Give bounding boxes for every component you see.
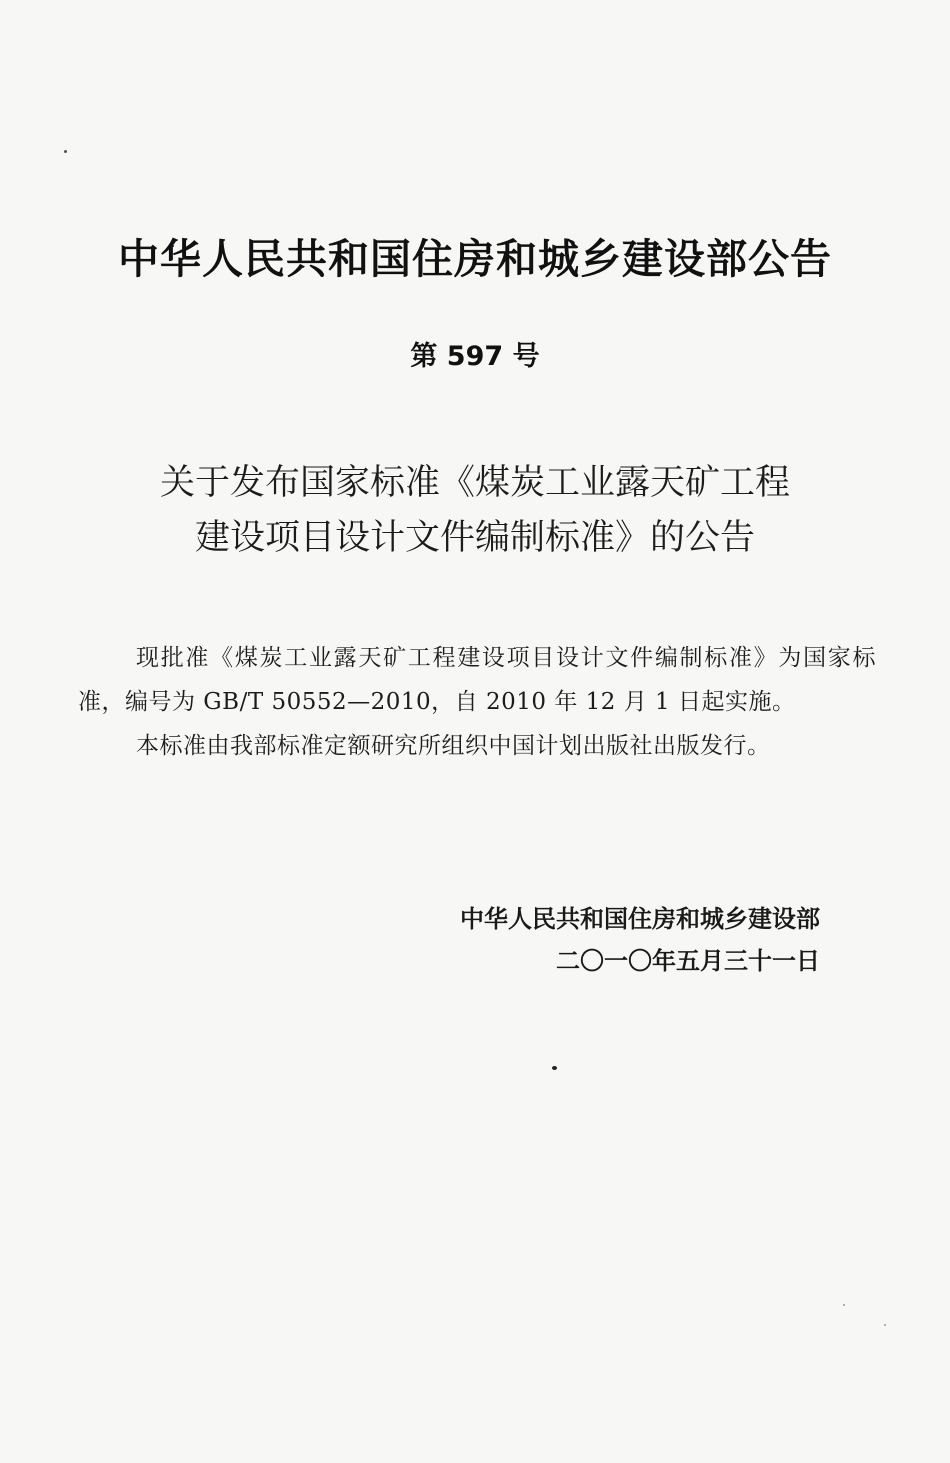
scan-speck: [884, 1324, 886, 1326]
issuer-headline: 中华人民共和国住房和城乡建设部公告: [118, 235, 832, 283]
signature-date: 二〇一〇年五月三十一日: [556, 947, 820, 975]
signature-issuer: 中华人民共和国住房和城乡建设部: [460, 905, 820, 933]
scan-speck: [64, 150, 67, 153]
announcement-body: [78, 636, 876, 768]
scan-speck: [552, 1066, 557, 1070]
announcement-number: 第 597 号: [410, 341, 540, 372]
body-paragraph-2: 本标准由我部标准定额研究所组织中国计划出版社出版发行。: [136, 733, 771, 759]
subject-line-1: 关于发布国家标准《煤炭工业露天矿工程: [159, 463, 790, 503]
scan-speck: [843, 1304, 845, 1306]
body-paragraph-1: 现批准《煤炭工业露天矿工程建设项目设计文件编制标准》为国家标准，编号为 GB/T 50552—2010，自 2010 年 12 月 1 日起实施。: [78, 645, 876, 715]
subject-line-2: 建设项目设计文件编制标准》的公告: [194, 518, 755, 558]
announcement-subject: [0, 456, 950, 566]
signature-block: [0, 898, 820, 982]
